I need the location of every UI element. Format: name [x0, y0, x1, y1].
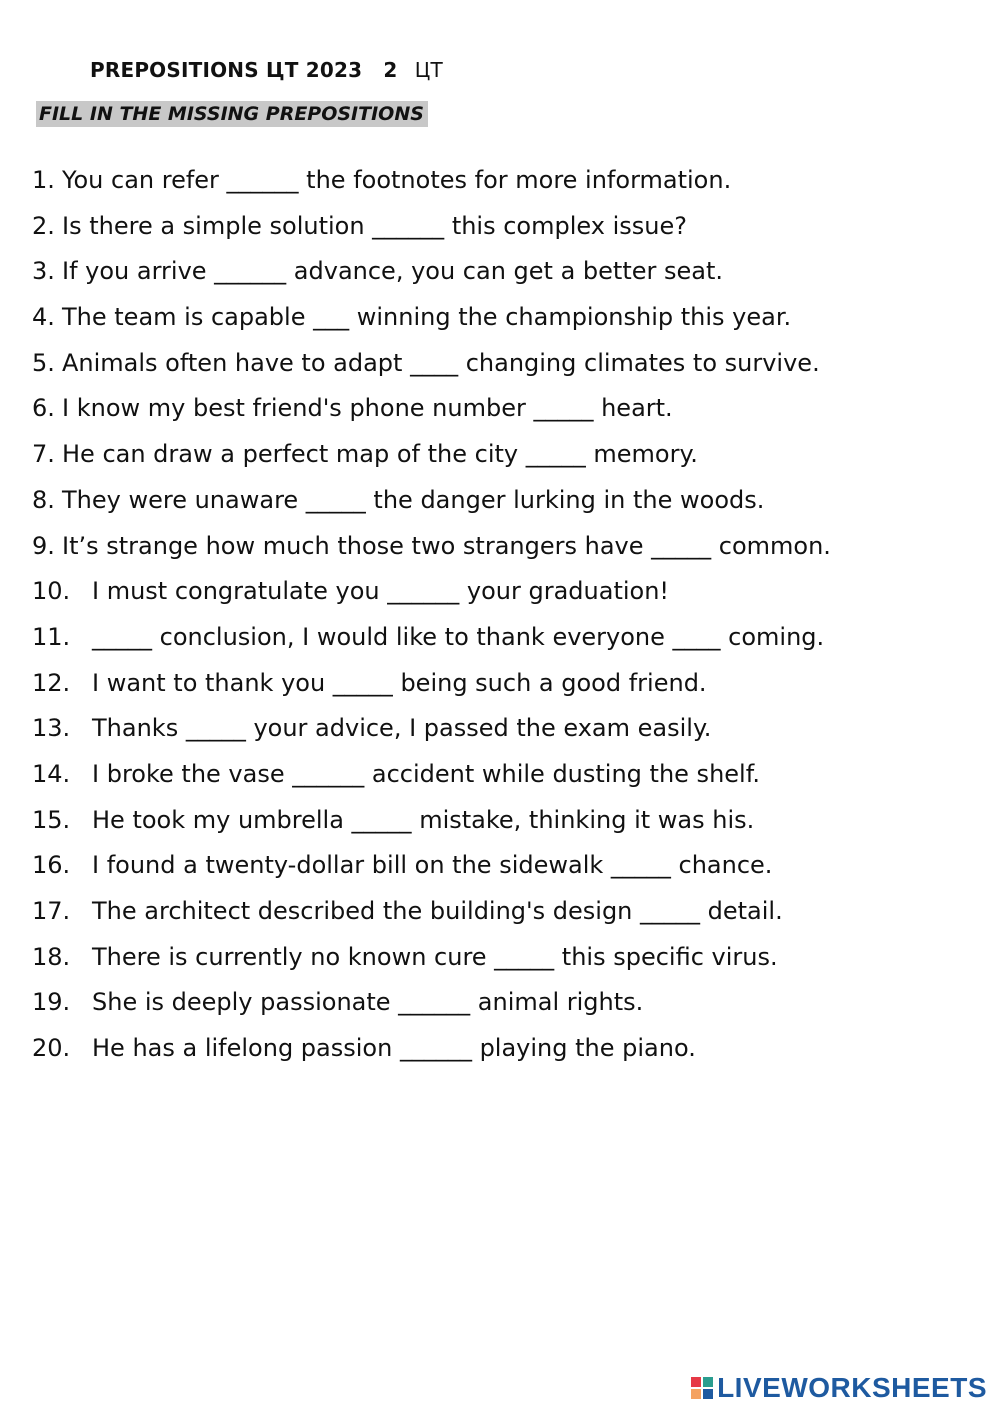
liveworksheets-logo: [691, 1372, 987, 1404]
item-sentence: There is currently no known cure _____ this specific virus.: [92, 942, 778, 971]
logo-text: LIVEWORKSHEETS: [717, 1372, 987, 1403]
item-number: 12.: [32, 668, 71, 697]
item-sentence: You can refer ______ the footnotes for more information.: [62, 166, 732, 194]
item-number: 9.: [32, 531, 55, 560]
exercise-list: [32, 160, 982, 1074]
item-sentence: The architect described the building's design _____ detail.: [92, 897, 783, 925]
instruction-heading: FILL IN THE MISSING PREPOSITIONS: [36, 101, 428, 127]
item-sentence: I know my best friend's phone number _____ heart.: [62, 394, 673, 423]
exercise-item: [32, 526, 982, 572]
item-number: 16.: [32, 851, 71, 880]
item-number: 8.: [32, 485, 55, 514]
item-number: 1.: [32, 166, 55, 194]
item-number: 4.: [32, 303, 55, 332]
item-sentence: She is deeply passionate ______ animal rights.: [92, 988, 644, 1017]
exercise-item: [32, 800, 982, 846]
worksheet-title: [90, 58, 443, 82]
item-sentence: He can draw a perfect map of the city _____ memory.: [62, 440, 698, 469]
exercise-item: [32, 297, 982, 343]
title-code: ЦТ: [414, 58, 443, 82]
item-number: 18.: [32, 942, 71, 971]
item-sentence: Thanks _____ your advice, I passed the exam easily.: [92, 714, 712, 743]
exercise-item: [32, 571, 982, 617]
item-sentence: I want to thank you _____ being such a good friend.: [92, 668, 707, 697]
item-number: 3.: [32, 257, 55, 286]
exercise-item: [32, 160, 982, 206]
item-sentence: I must congratulate you ______ your graduation!: [92, 577, 670, 606]
exercise-item: [32, 937, 982, 983]
item-number: 5.: [32, 348, 55, 377]
item-number: 13.: [32, 714, 71, 743]
item-number: 6.: [32, 394, 55, 423]
item-number: 14.: [32, 759, 71, 788]
exercise-item: [32, 1028, 982, 1074]
item-number: 20.: [32, 1034, 71, 1063]
exercise-item: [32, 343, 982, 389]
exercise-item: [32, 982, 982, 1028]
item-number: 19.: [32, 988, 71, 1017]
liveworksheets-logo-icon: [691, 1377, 713, 1399]
title-number: 2: [383, 58, 398, 82]
item-sentence: I broke the vase ______ accident while dusting the shelf.: [92, 759, 761, 788]
item-number: 15.: [32, 805, 71, 834]
item-sentence: Animals often have to adapt ____ changing climates to survive.: [62, 348, 820, 377]
item-number: 17.: [32, 897, 71, 925]
item-sentence: Is there a simple solution ______ this complex issue?: [62, 211, 687, 240]
item-sentence: He has a lifelong passion ______ playing the piano.: [92, 1034, 696, 1063]
exercise-item: [32, 434, 982, 480]
exercise-item: [32, 663, 982, 709]
exercise-item: [32, 845, 982, 891]
item-sentence: They were unaware _____ the danger lurking in the woods.: [62, 485, 765, 514]
exercise-item: [32, 206, 982, 252]
item-sentence: _____ conclusion, I would like to thank everyone ____ coming.: [92, 622, 825, 651]
item-sentence: The team is capable ___ winning the championship this year.: [62, 303, 792, 332]
exercise-item: [32, 388, 982, 434]
exercise-item: [32, 480, 982, 526]
exercise-item: [32, 251, 982, 297]
exercise-item: [32, 891, 982, 937]
item-number: 10.: [32, 577, 71, 606]
item-sentence: I found a twenty-dollar bill on the sidewalk _____ chance.: [92, 851, 773, 880]
item-sentence: He took my umbrella _____ mistake, thinking it was his.: [92, 805, 755, 834]
item-number: 2.: [32, 211, 55, 240]
exercise-item: [32, 708, 982, 754]
item-sentence: If you arrive ______ advance, you can get a better seat.: [62, 257, 724, 286]
exercise-item: [32, 617, 982, 663]
item-number: 7.: [32, 440, 55, 469]
item-number: 11.: [32, 622, 71, 651]
exercise-item: [32, 754, 982, 800]
item-sentence: It’s strange how much those two strangers have _____ common.: [62, 531, 831, 560]
title-text: PREPOSITIONS ЦТ 2023: [90, 58, 363, 82]
